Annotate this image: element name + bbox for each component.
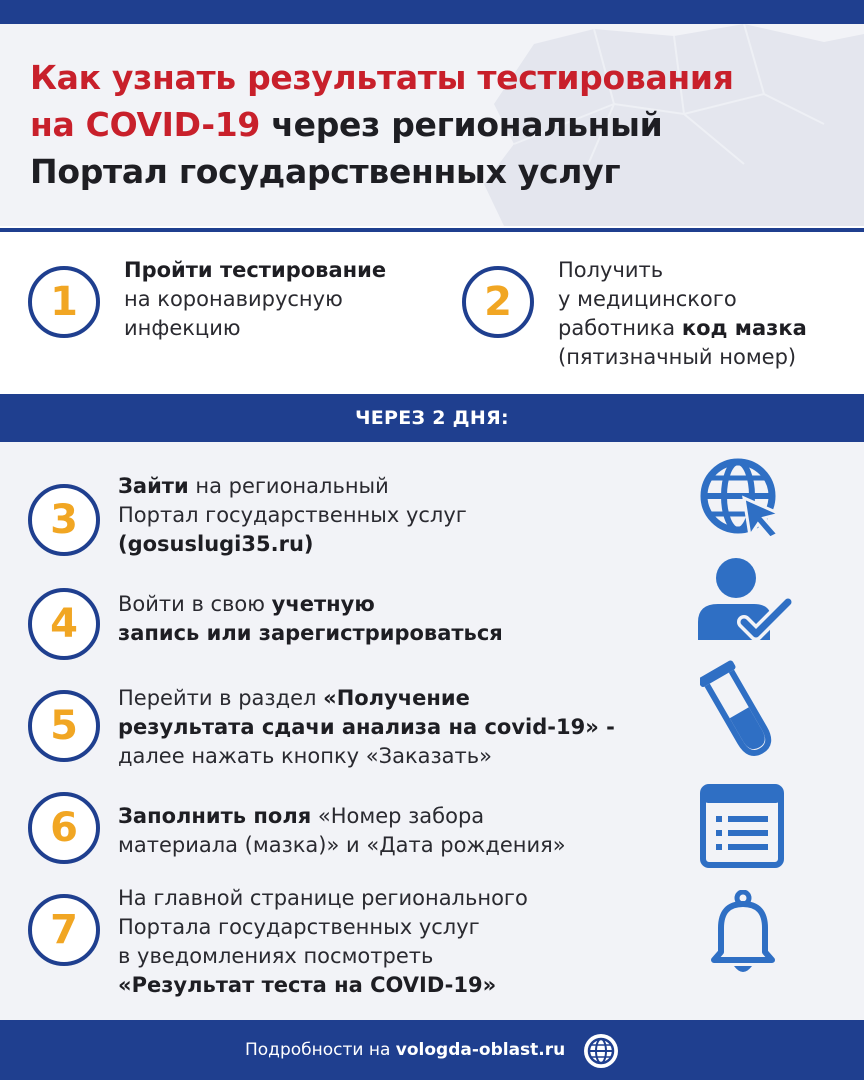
step-6-line-2: материала (мазка)» и «Дата рождения»: [118, 833, 566, 857]
step-3-text: [118, 472, 638, 559]
step-6-line-1: «Номер забора: [311, 804, 485, 828]
globe-icon: [582, 1032, 620, 1070]
step-5-bold-1: «Получение: [323, 686, 470, 710]
step-4-text: [118, 590, 638, 648]
step-3-bold-1: Зайти: [118, 474, 189, 498]
step-3-link: (gosuslugi35.ru): [118, 532, 314, 556]
step-7-line-2: Портала государственных услуг: [118, 915, 480, 939]
step-5-line-1: Перейти в раздел: [118, 686, 324, 710]
step-1-line-2: на коронавирусную: [124, 287, 343, 311]
form-window-icon: [700, 784, 784, 868]
step-1-number: 1: [28, 266, 100, 338]
step-3-line-2: Портал государственных услуг: [118, 503, 467, 527]
globe-cursor-icon: [700, 458, 784, 540]
step-2-line-4: (пятизначный номер): [558, 345, 797, 369]
header: [0, 24, 864, 226]
step-4-bold-2: запись или зарегистрироваться: [118, 621, 503, 645]
step-1-bold: Пройти тестирование: [124, 258, 387, 282]
step-7-bold-1: «Результат теста на COVID-19»: [118, 973, 497, 997]
footer-link[interactable]: vologda-oblast.ru: [395, 1040, 566, 1060]
footer-text: [245, 1040, 565, 1060]
title-line-3: Портал государственных услуг: [30, 152, 621, 191]
footer-prefix: Подробности на: [245, 1040, 396, 1060]
step-5-text: [118, 684, 658, 771]
top-bar: [0, 0, 864, 24]
step-7-number: 7: [28, 894, 100, 966]
step-6-text: [118, 802, 658, 860]
bell-icon: [708, 890, 778, 978]
step-1-line-3: инфекцию: [124, 316, 241, 340]
step-5-bold-2: результата сдачи анализа на covid-19» -: [118, 715, 615, 739]
header-rule: [0, 228, 864, 232]
step-7-line-1: На главной странице регионального: [118, 886, 528, 910]
step-5-line-3: далее нажать кнопку «Заказать»: [118, 744, 493, 768]
step-6-number: 6: [28, 792, 100, 864]
step-2-bold: код мазка: [681, 316, 807, 340]
step-4-line-1: Войти в свою: [118, 592, 272, 616]
step-2-text: [558, 256, 858, 372]
step-3-number: 3: [28, 484, 100, 556]
step-2-number: 2: [462, 266, 534, 338]
user-check-icon: [696, 556, 796, 642]
title-line-1: Как узнать результаты тестирования: [30, 58, 734, 97]
title-covid: на COVID-19: [30, 105, 261, 144]
step-7-text: [118, 884, 658, 1000]
step-2-line-1: Получить: [558, 258, 664, 282]
step-4-bold-1: учетную: [271, 592, 375, 616]
page-title: [30, 54, 830, 195]
step-1-text: [124, 256, 444, 343]
step-3-line-1: на региональный: [188, 474, 389, 498]
step-4-number: 4: [28, 588, 100, 660]
step-7-line-3: в уведомлениях посмотреть: [118, 944, 434, 968]
title-line-2: через региональный: [271, 105, 663, 144]
step-6-bold-1: Заполнить поля: [118, 804, 312, 828]
step-2-line-3: работника: [558, 316, 682, 340]
step-5-number: 5: [28, 690, 100, 762]
step-2-line-2: у медицинского: [558, 287, 737, 311]
delay-band: ЧЕРЕЗ 2 ДНЯ:: [0, 394, 864, 442]
test-tube-icon: [700, 660, 780, 760]
footer: [0, 1020, 864, 1080]
